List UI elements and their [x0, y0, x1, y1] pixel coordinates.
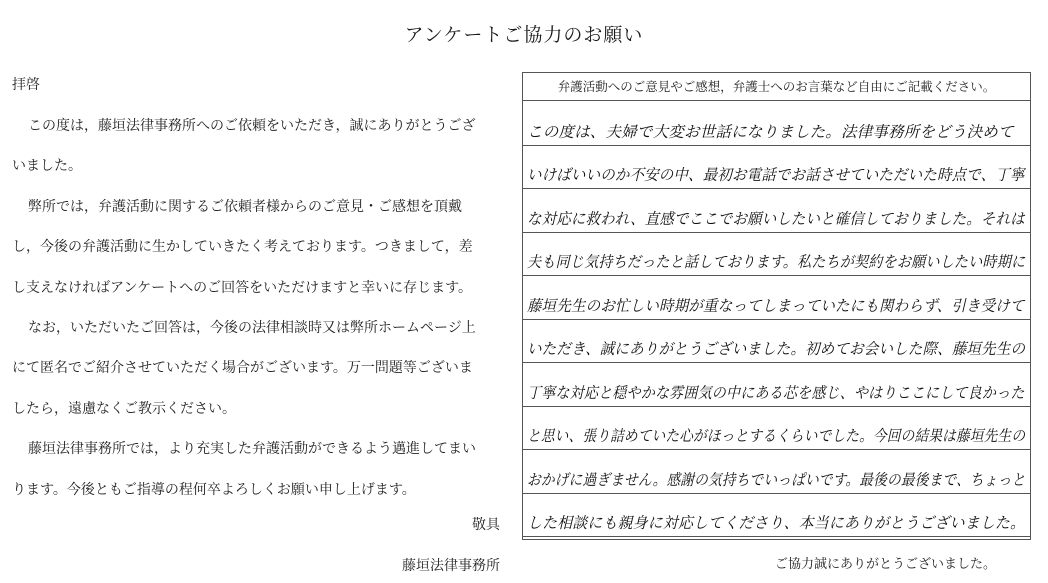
- handwritten-row: [523, 411, 1030, 450]
- handwritten-row: [523, 281, 1030, 320]
- handwritten-row: [523, 237, 1030, 276]
- handwritten-text: した相談にも親身に対応してくださり、本当にありがとうございました。: [527, 514, 1026, 532]
- handwritten-row: [523, 368, 1030, 407]
- handwritten-text: いただき、誠にありがとうございました。初めてお会いした際、藤垣先生の: [527, 340, 1026, 358]
- handwritten-text: な対応に救われ、直感でここでお願いしたいと確信しておりました。それは: [527, 209, 1025, 228]
- letter-line: し支えなければアンケートへのご回答をいただけますと幸いに存じます。: [12, 279, 473, 296]
- letter-line: 弊所では，弁護活動に関するご依頼者様からのご意見・ご感想を頂戴: [28, 198, 462, 215]
- letter-line: いました。: [12, 158, 82, 175]
- form-header: 弁護活動へのご意見やご感想，弁護士へのお言葉など自由にご記載ください。: [523, 73, 1030, 101]
- handwritten-text: と思い、張り詰めていた心がほっとするくらいでした。今回の結果は藤垣先生の: [527, 427, 1026, 445]
- letter-line: ります。今後ともご指導の程何卒よろしくお願い申し上げます。: [12, 481, 416, 498]
- handwritten-text: 藤垣先生のお忙しい時期が重なってしまっていたにも関わらず、引き受けて: [527, 296, 1025, 315]
- letter-closing: 敬具: [472, 517, 500, 533]
- feedback-form: [522, 72, 1031, 540]
- handwritten-text: 丁寧な対応と穏やかな雰囲気の中にある芯を感じ、やはりここにして良かった: [527, 383, 1025, 402]
- page-title: アンケートご協力のお願い: [404, 24, 644, 46]
- handwritten-row: [523, 107, 1030, 146]
- letter-greeting: 拝啓: [12, 77, 40, 93]
- letter-line: し，今後の弁護活動に生かしていきたく考えております。つきまして，差: [12, 239, 473, 256]
- handwritten-text: おかげに過ぎません。感謝の気持ちでいっぱいです。最後の最後まで、ちょっと: [527, 470, 1026, 489]
- handwritten-row: [523, 150, 1030, 189]
- thanks-note: ご協力誠にありがとうございました。: [775, 557, 997, 572]
- letter-line: この度は，藤垣法律事務所へのご依頼をいただき，誠にありがとうござ: [28, 118, 476, 134]
- letter-line: したら，遠慮なくご教示ください。: [12, 400, 236, 417]
- firm-name: 藤垣法律事務所: [402, 558, 500, 574]
- handwritten-text: 夫も同じ気持ちだったと話しております。私たちが契約をお願いしたい時期に: [527, 253, 1026, 271]
- handwritten-row: [523, 455, 1030, 494]
- handwritten-row: [523, 194, 1030, 233]
- handwritten-row: [523, 498, 1030, 537]
- handwritten-text: この度は、夫婦で大変お世話になりました。法律事務所をどう決めて: [527, 122, 1014, 141]
- letter-line: 藤垣法律事務所では，より充実した弁護活動ができるよう邁進してまい: [28, 441, 476, 458]
- letter-line: にて匿名でご紹介させていただく場合がございます。万一問題等ございま: [12, 360, 473, 377]
- handwritten-text: いけばいいのか不安の中、最初お電話でお話させていただいた時点で、丁寧: [527, 166, 1025, 184]
- letter-line: なお，いただいたご回答は，今後の法律相談時又は弊所ホームページ上: [28, 320, 476, 336]
- handwritten-row: [523, 324, 1030, 363]
